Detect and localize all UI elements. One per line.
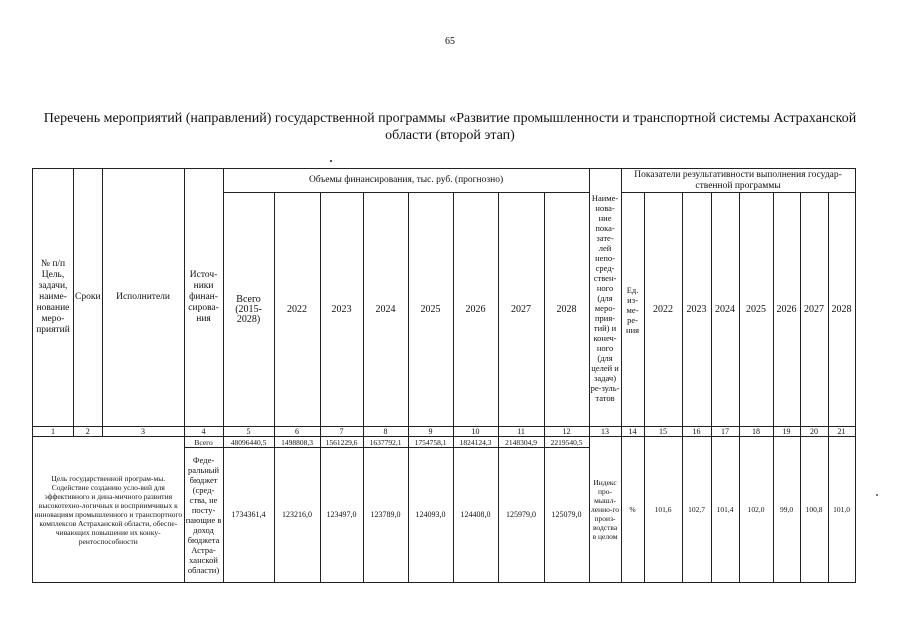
column-number: 6 [274,427,320,437]
header-unit: Ед. из-ме-ре-ния [621,193,644,427]
header-indicator-year: 2022 [644,193,682,427]
header-funding-year: 2023 [320,193,363,427]
scan-speck [330,160,332,162]
column-number: 7 [320,427,363,437]
indicator-value: 101,0 [828,437,855,583]
column-number: 14 [621,427,644,437]
header-number-goal: № п/п Цель, задачи, наиме-нование меро-приятий [33,169,74,427]
header-indicator-year: 2027 [800,193,828,427]
header-funding-year: 2024 [363,193,408,427]
indicator-value: 99,0 [773,437,800,583]
header-funding-year: 2022 [274,193,320,427]
header-indicator-year: 2024 [711,193,739,427]
header-indicator-year: 2023 [682,193,711,427]
indicator-value: 100,8 [800,437,828,583]
header-indicator-year: 2025 [739,193,773,427]
total-funding-value: 1498808,3 [274,437,320,448]
header-indicator-name: Наиме-нова-ние пока-зате-лей непо-сред-ствен-ного (для меро-прия-тий) и конеч-ного (для целей и задач) ре-зуль-татов [589,169,621,427]
federal-funding-value: 123497,0 [320,448,363,583]
goal-description: Цель государственной програм-мы. Содействие созданию усло-вий для эффективного и дина-мичного развития высокотехно-логичных и восприимчивых к инновациям промышленного и транспортного комплексов Астраханской области, обеспе-чивающих повышение их конку-рентоспособности [33,437,185,583]
header-performance-indicators: Показатели результативности выполнения государ-ственной программы [621,169,855,193]
header-funding-year: 2026 [453,193,498,427]
header-funding-year: 2027 [498,193,544,427]
column-number: 8 [363,427,408,437]
column-number: 3 [102,427,184,437]
source-federal-label: Феде-ральный бюджет (сред-ства, не посту-пающие в доход бюджета Астра-ханской области) [184,448,223,583]
header-funding-year: 2028 [544,193,589,427]
column-number: 18 [739,427,773,437]
federal-funding-value: 123789,0 [363,448,408,583]
header-funding-sources: Источ-ники финан-сирова-ния [184,169,223,427]
header-funding-volumes: Объемы финансирования, тыс. руб. (прогнозно) [223,169,589,193]
column-number: 13 [589,427,621,437]
document-title: Перечень мероприятий (направлений) государственной программы «Развитие промышленности и транспортной системы Астраханской области (второй этап) [43,111,857,143]
indicator-name: Индекс про-мышл-ленно-го произ-водства в целом [589,437,621,583]
indicator-value: 101,6 [644,437,682,583]
column-number: 12 [544,427,589,437]
header-funding-year: 2025 [408,193,453,427]
total-funding-value: 1754758,1 [408,437,453,448]
total-funding-value: 48096440,5 [223,437,274,448]
column-number: 19 [773,427,800,437]
total-funding-value: 1561229,6 [320,437,363,448]
page-number: 65 [445,36,455,47]
column-number: 20 [800,427,828,437]
federal-funding-value: 1734361,4 [223,448,274,583]
federal-funding-value: 124408,0 [453,448,498,583]
column-number: 11 [498,427,544,437]
total-funding-value: 1637792,1 [363,437,408,448]
column-number: 21 [828,427,855,437]
header-indicator-year: 2028 [828,193,855,427]
column-number: 16 [682,427,711,437]
indicator-value: 102,0 [739,437,773,583]
total-funding-value: 2219540,5 [544,437,589,448]
header-executors: Исполнители [102,169,184,427]
federal-funding-value: 125979,0 [498,448,544,583]
column-number: 1 [33,427,74,437]
source-total-label: Всего [184,437,223,448]
indicator-value: 101,4 [711,437,739,583]
column-number: 10 [453,427,498,437]
header-funding-total: Всего (2015-2028) [223,193,274,427]
indicator-unit: % [621,437,644,583]
federal-funding-value: 124093,0 [408,448,453,583]
column-number: 5 [223,427,274,437]
scan-speck [876,494,878,496]
column-number: 4 [184,427,223,437]
federal-funding-value: 123216,0 [274,448,320,583]
column-number: 17 [711,427,739,437]
column-number: 15 [644,427,682,437]
column-number: 2 [74,427,103,437]
indicator-value: 102,7 [682,437,711,583]
header-indicator-year: 2026 [773,193,800,427]
federal-funding-value: 125079,0 [544,448,589,583]
header-terms: Сроки [74,169,103,427]
total-funding-value: 2148304,9 [498,437,544,448]
column-number: 9 [408,427,453,437]
total-funding-value: 1824124,3 [453,437,498,448]
program-activities-table [32,168,856,583]
